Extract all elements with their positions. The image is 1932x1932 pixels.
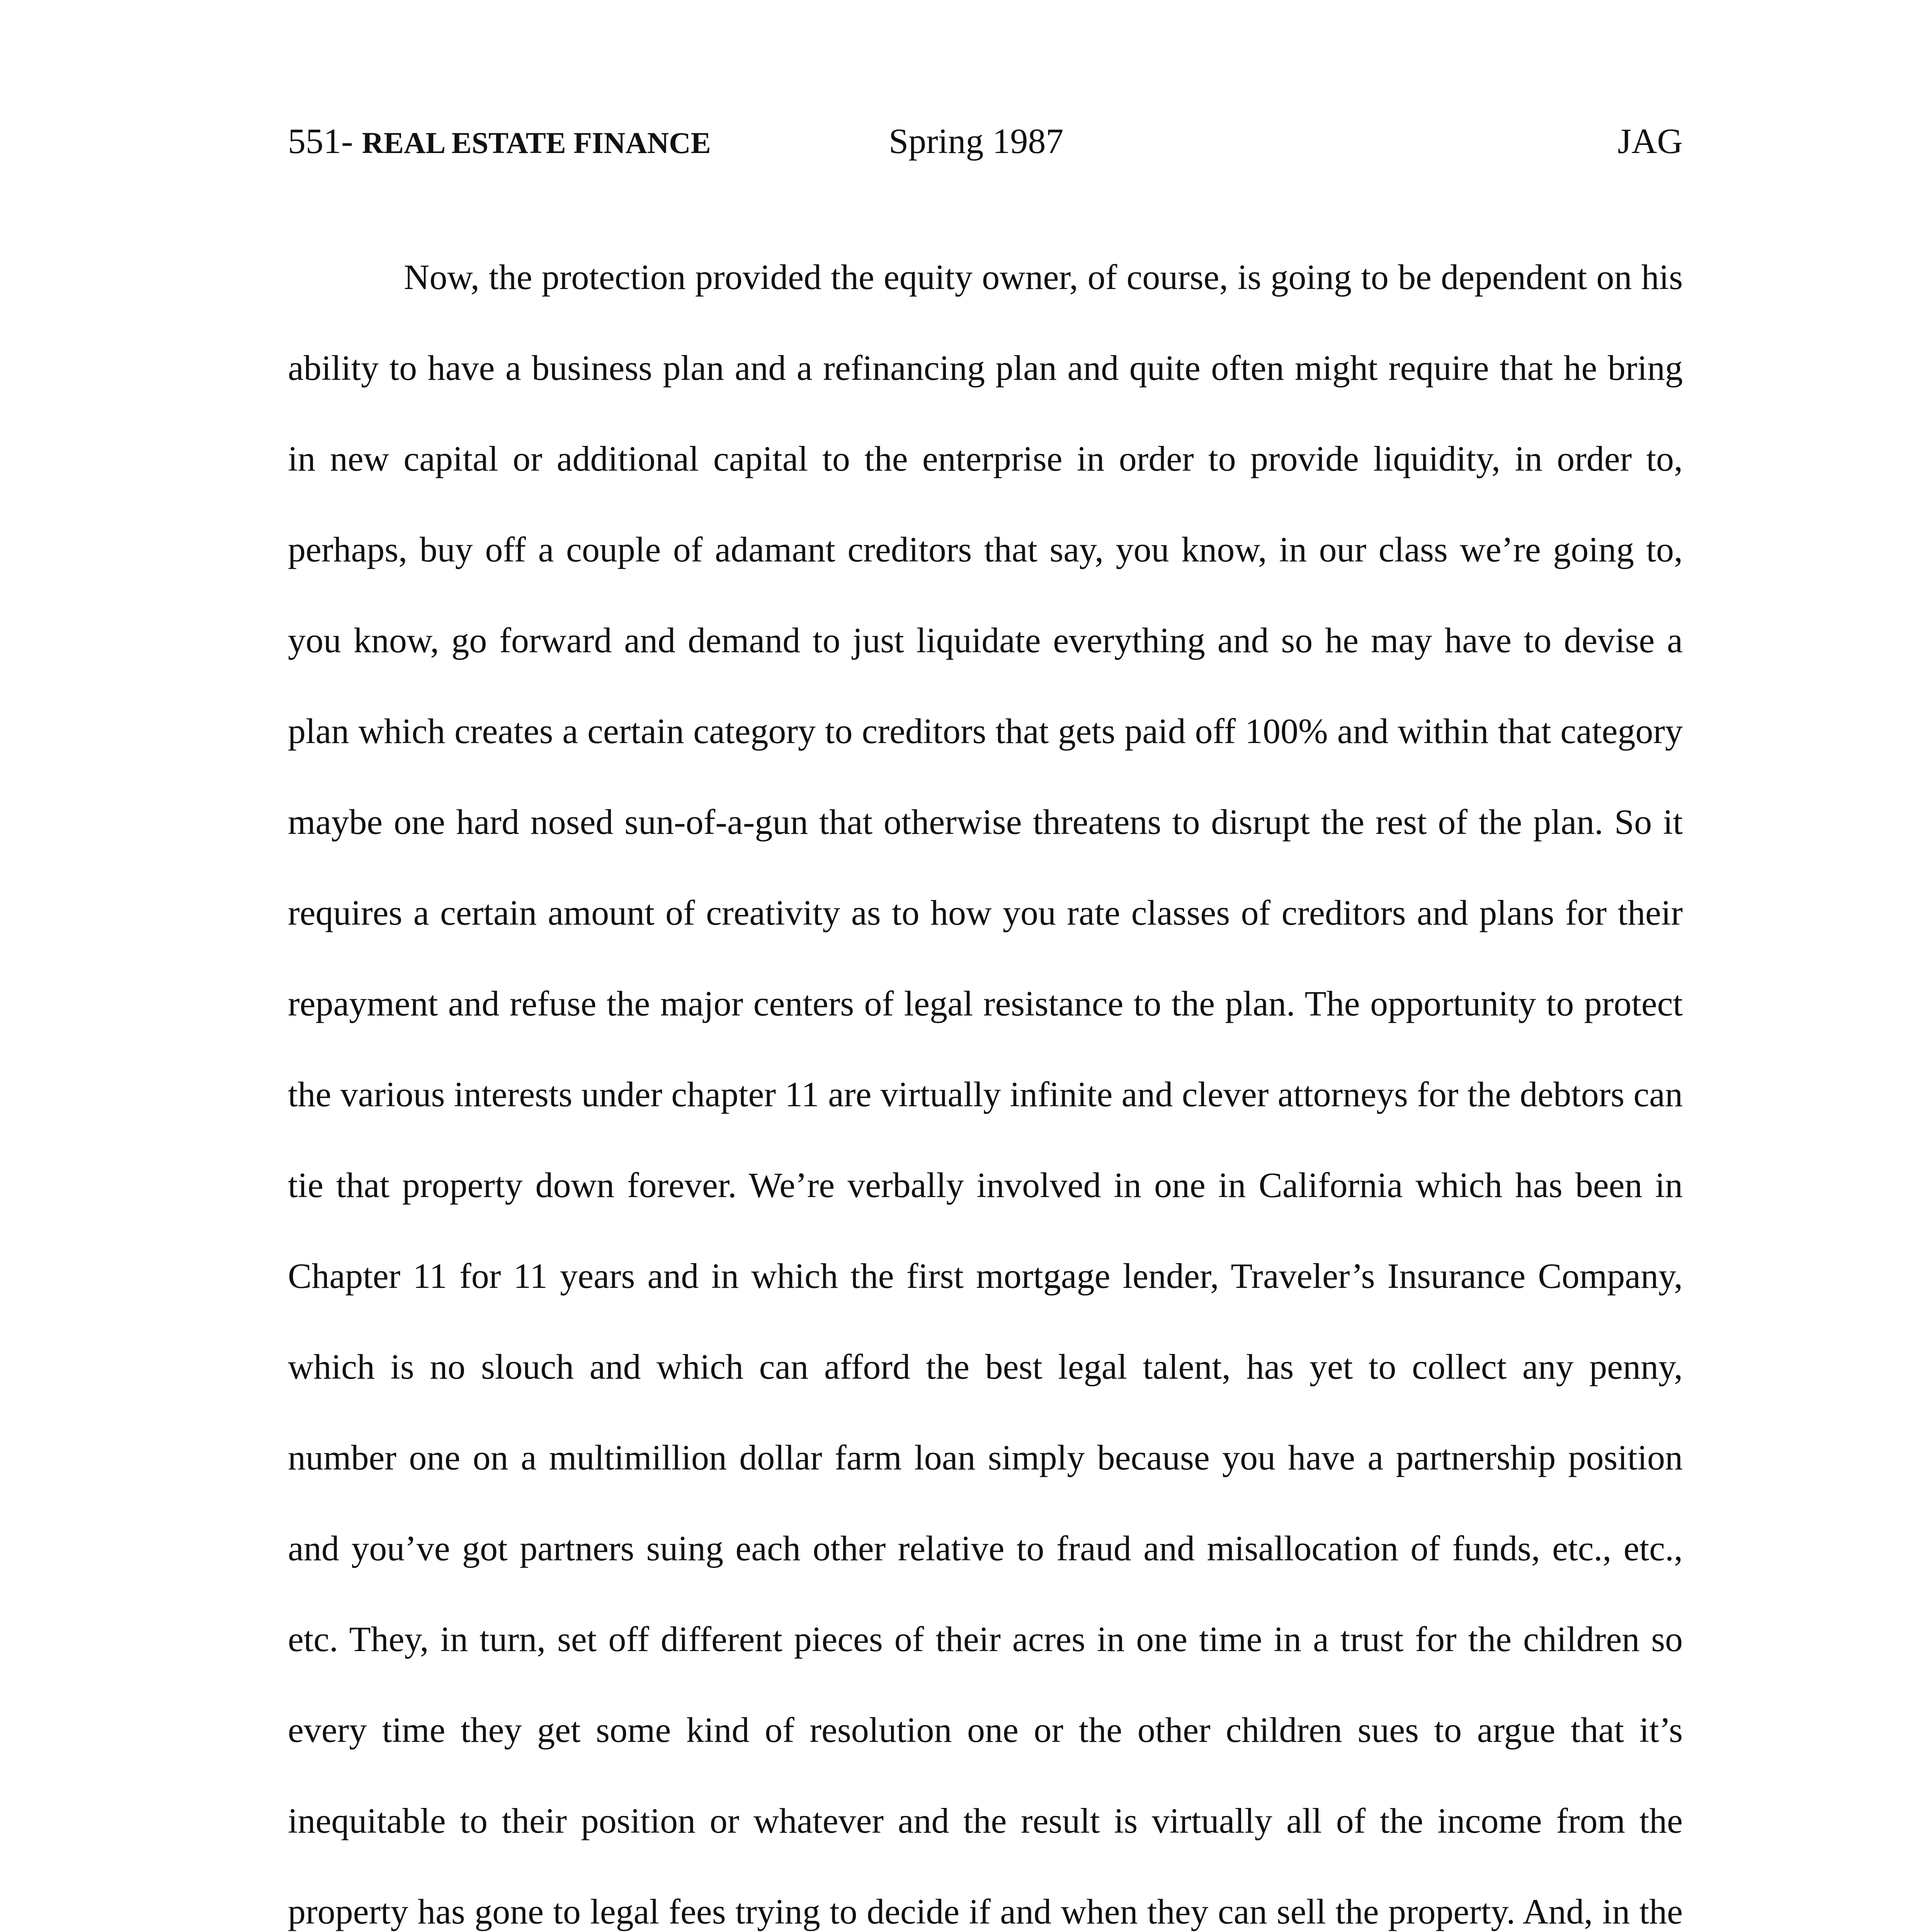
course-title: REAL ESTATE FINANCE (362, 126, 711, 160)
transcript-paragraph: Now, the protection provided the equity owner, of course, is going to be dependent on his ability to have a business plan and a refinancing plan and quite often might require that he bring in new capital or additional capital to the enterprise in order to provide liquidity, in order to, perhaps, buy off a couple of adamant creditors that say, you know, in our class we’re going to, you know, go forward and demand to just liquidate everything and so he may have to devise a plan which creates a certain category to creditors that gets paid off 100% and within that category maybe one hard nosed sun-of-a-gun that otherwise threatens to disrupt the rest of the plan. So it requires a certain amount of creativity as to how you rate classes of creditors and plans for their repayment and refuse the major centers of legal resistance to the plan. The opportunity to protect the various interests under chapter 11 are virtually infinite and clever attorneys for the debtors can tie that property down forever. We’re verbally involved in one in California which has been in Chapter 11 for 11 years and in which the first mortgage lender, Traveler’s Insurance Company, which is no slouch and which can afford the best legal talent, has yet to collect any penny, number one on a multimillion dollar farm loan simply because you have a partnership position and you’ve got partners suing each other relative to fraud and misallocation of funds, etc., etc., etc. They, in turn, set off different pieces of their acres in one time in a trust for the children so every time they get some kind of resolution one or the other children sues to argue that it’s inequitable to their position or whatever and the result is virtually all of the income from the property has gone to legal fees trying to decide if and when they can sell the property. And, in the (288, 257, 1683, 1931)
header-initials: JAG (1617, 121, 1683, 161)
header-course (288, 116, 711, 168)
header-term: Spring 1987 (889, 121, 1064, 161)
course-number: 551- (288, 121, 362, 161)
transcript-body (288, 232, 1683, 1932)
page-header (288, 116, 1683, 166)
